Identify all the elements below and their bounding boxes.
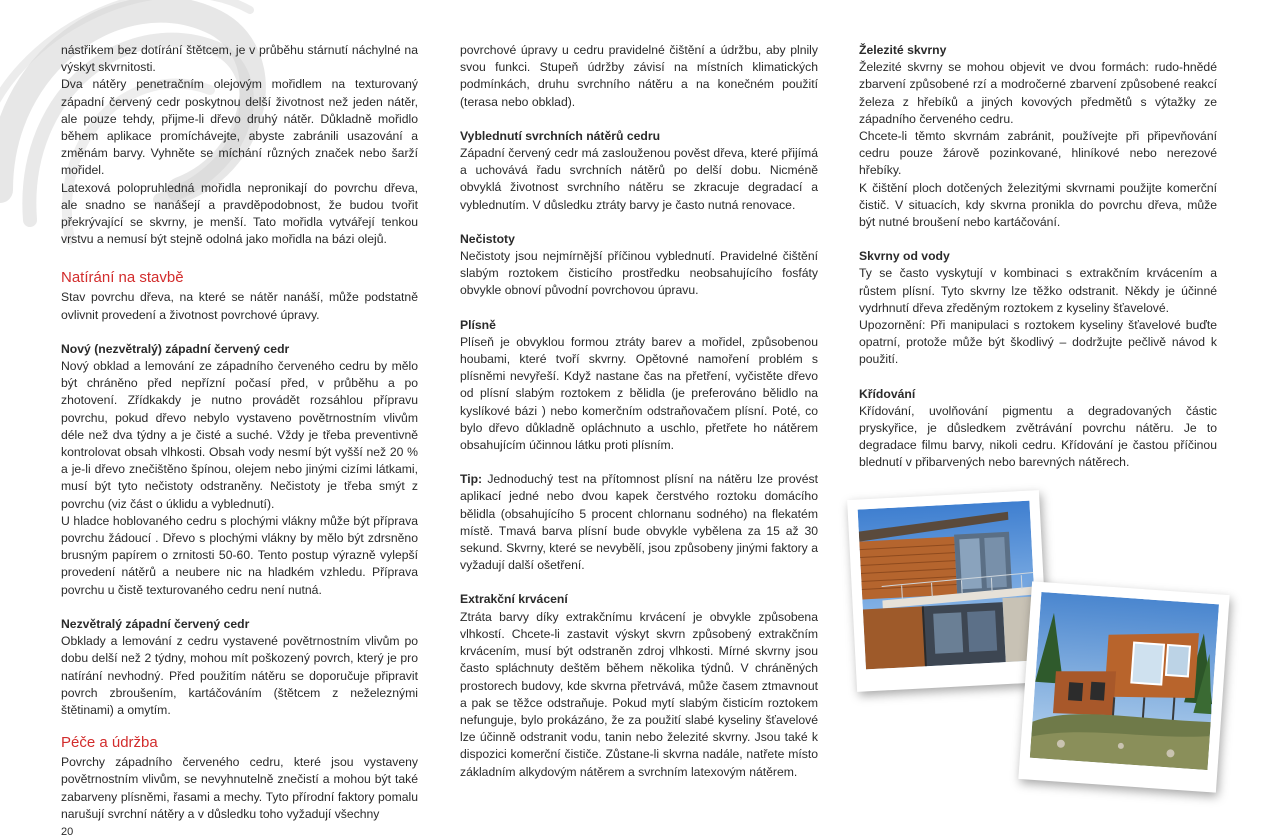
subheading: Železité skvrny <box>859 43 947 57</box>
paragraph: Ty se často vyskytují v kombinaci s extrakčním krvácením a růstem plísní. Tyto skvrny lze těžko odstranit. Někdy je účinné vydrhnutí dřeva zředěným roztokem z kyseliny šťavelové. <box>859 266 1217 315</box>
section-heading-natirani: Natírání na stavbě <box>61 269 184 287</box>
tip-paragraph <box>460 471 818 574</box>
subheading: Extrakční krvácení <box>460 592 568 607</box>
text-column-1 <box>61 42 418 823</box>
section-heading-pece: Péče a údržba <box>61 734 158 752</box>
paragraph: Stav povrchu dřeva, na které se nátěr nanáší, může podstatně ovlivnit provedení a životnost povrchové úpravy. <box>61 290 418 322</box>
subheading: Vyblednutí svrchních nátěrů cedru <box>460 128 661 143</box>
paragraph: Obklady a lemování z cedru vystavené povětrnostním vlivům po dobu delší než 2 týdny, mohou mít poškozený povrch, který je pro natírání nevhodný. Před použitím nátěru se doporučuje připravit povrch zbroušením, kartáčováním (štětcem z neželeznými štětinami) a omytím. <box>61 634 418 717</box>
paragraph: Nový obklad a lemování ze západního červeného cedru by mělo být chráněno před nepřízní počasí před, v průběhu a po zhotovení. Zřídkakdy je nutno provádět rozsáhlou přípravu povrchu, pokud dřevo nebylo vystaveno povětrnostním vlivům déle než dva týdny a je čisté a suché. Vždy je třeba preventivně kontrolovat obsah vlhkosti. Obsah vody nesmí být vyšší než 20 % a je-li dřevo znečištěno špínou, olejem nebo jinými cizími látkami, musí být tyto nečistoty odstraněny. Nečistoty je třeba smýt z povrchu (viz část o úklidu a vyblednutí). <box>61 359 418 511</box>
subheading: Skvrny od vody <box>859 249 950 264</box>
paragraph: Chcete-li těmto skvrnám zabránit, používejte při připevňování cedru pouze žárově pozinkované, hliníkové nebo nerezové hřebíky. <box>859 129 1217 178</box>
text-column-3 <box>859 42 1217 472</box>
photo-house-hillside <box>1018 581 1229 792</box>
subheading: Nový (nezvětralý) západní červený cedr <box>61 341 290 356</box>
tip-text: Jednoduchý test na přítomnost plísní na nátěru lze provést aplikací jedné nebo dvou kapek čerstvého roztoku domácího bělidla (obsahujícího 5 procent chlornanu sodného) na flekatém místě. Tmavá barva plísní bude obvykle vybělena za 15 až 30 sekund. Skvrny, které se nevybělí, jsou způsobeny jinými faktory a vyžadují další ošetření. <box>460 472 818 573</box>
subheading: Plísně <box>460 317 496 332</box>
paragraph: U hladce hoblovaného cedru s plochými vlákny může být příprava povrchu žádoucí . Dřevo s plochými vlákny by mělo být zdrsněno brusným papírem o zrnitosti 50-60. Tento postup výrazně vylepší provedení nátěrů a neubere nic na hladkém vzhledu. Příprava povrchu u čistě texturovaného cedru není nutná. <box>61 513 418 597</box>
paragraph: Latexová polopruhledná mořidla nepronikají do povrchu dřeva, ale snadno se nanášejí a pravděpodobnost, že budou tvořit překrývající se skvrny, je menší. Tato mořidla vytvářejí tenkou vrstvu a nemusí být stejně odolná jako mořidla na bázi olejů. <box>61 180 418 247</box>
paragraph: Upozornění: Při manipulaci s roztokem kyseliny šťavelové buďte opatrní, protože může být škodlivý – dodržujte pečlivě návod k použití. <box>859 318 1217 367</box>
paragraph: K čištění ploch dotčených železitými skvrnami použijte komerční čistič. V situacích, kdy skvrna pronikla do povrchu dřeva, může být nutné broušení nebo kartáčování. <box>859 180 1217 230</box>
paragraph: Železité skvrny se mohou objevit ve dvou formách: rudo-hnědé zbarvení způsobené rzí a modročerné zbarvení způsobené reakcí železa z hřebíků a jiných kovových předmětů s výtažky ze západního červeného cedru. <box>859 60 1217 126</box>
paragraph: Povrchy západního červeného cedru, které jsou vystaveny povětrnostním vlivům, se nevyhnutelně znečistí a mohou být také zabarveny plísněmi, řasami a mechy. Tyto přírodní faktory pomalu narušují svrchní nátěry a v důsledku toho vyžadují všechny <box>61 755 418 821</box>
paragraph: Nečistoty jsou nejmírnější příčinou vyblednutí. Pravidelné čištění slabým roztokem čisticího prostředku neobsahujícího fosfáty obvykle obnoví původní povrchovou úpravu. <box>460 249 818 298</box>
paragraph: povrchové úpravy u cedru pravidelné čištění a údržbu, aby plnily svou funkci. Stupeň údržby závisí na místních klimatických podmínkách, druhu svrchního nátěru a na konečném použití (terasa nebo obklad). <box>460 43 818 109</box>
page-number: 20 <box>61 826 74 838</box>
subheading: Křídování <box>859 386 916 401</box>
house-photo-2-image <box>1030 592 1219 770</box>
house-photo-1-image <box>858 501 1038 670</box>
paragraph: Západní červený cedr má zaslouženou pověst dřeva, které přijímá a uchovává řadu svrchních nátěrů po delší dobu. Nicméně obvyklá životnost svrchního nátěru se zkracuje degradací a vyblednutím. V důsledku ztráty barvy je často nutná renovace. <box>460 146 818 212</box>
text-column-2 <box>460 42 818 781</box>
paragraph: nástřikem bez dotírání štětcem, je v průběhu stárnutí náchylné na výskyt skvrnitosti. <box>61 43 418 75</box>
tip-label: Tip: <box>460 472 483 487</box>
subheading: Nezvětralý západní červený cedr <box>61 616 250 631</box>
paragraph: Ztráta barvy díky extrakčnímu krvácení je obvykle způsobena vlhkostí. Chcete-li zastavit výskyt skvrn způsobený extrakčním krvácením, musí být odstraněn zdroj vlhkosti. Mírné skvrny jsou často spláchnuty deštěm během několika týdnů. V chráněných prostorech budovy, kde skvrna přetrvává, může časem ztmavnout a pak se těžce odstraňuje. Pokud mytí slabým čisticím roztokem nefunguje, bylo prokázáno, že za použití slabé kyseliny šťavelové lze účinně odstranit vodu, tanin nebo železité skvrny. Jsou také k dispozici komerční čističe. Zůstane-li skvrna nadále, natřete místo základním alkydovým nátěrem a svrchním latexovým nátěrem. <box>460 609 818 779</box>
paragraph: Plíseň je obvyklou formou ztráty barev a mořidel, způsobenou houbami, které tvoří skvrny. Opětovné namoření problém s plísněmi nevyřeší. Když nastane čas na přetření, vyčistěte dřevo od plísní slabým roztokem z bělidla (je preferováno bělidlo na kyslíkové bázi ) nebo komerčním odstraňovačem plísní. Poté, co bylo dřevo důkladně opláchnuto a uschlo, přetřete ho nátěrem obsahujícím účinnou látku proti plísním. <box>460 334 818 453</box>
subheading: Nečistoty <box>460 231 515 246</box>
paragraph: Dva nátěry penetračním olejovým mořidlem na texturovaný západní červený cedr poskytnou delší životnost než jeden nátěr, ale pouze tehdy, přijme-li dřevo druhý nátěr. Důkladně mořidlo během aplikace promíchávejte, abyste zabránili usazování a změnám barvy. Vyhněte se míchání různých značek nebo šarží mořidel. <box>61 77 418 178</box>
paragraph: Křídování, uvolňování pigmentu a degradovaných částic pryskyřice, je důsledkem zvětrávání povrchu nátěru. Je to degradace filmu barvy, nikoli cedru. Křídování je častou příčinou blednutí v přibarvených nebo barevných nátěrech. <box>859 403 1217 470</box>
photo-house-balconies <box>847 490 1049 692</box>
